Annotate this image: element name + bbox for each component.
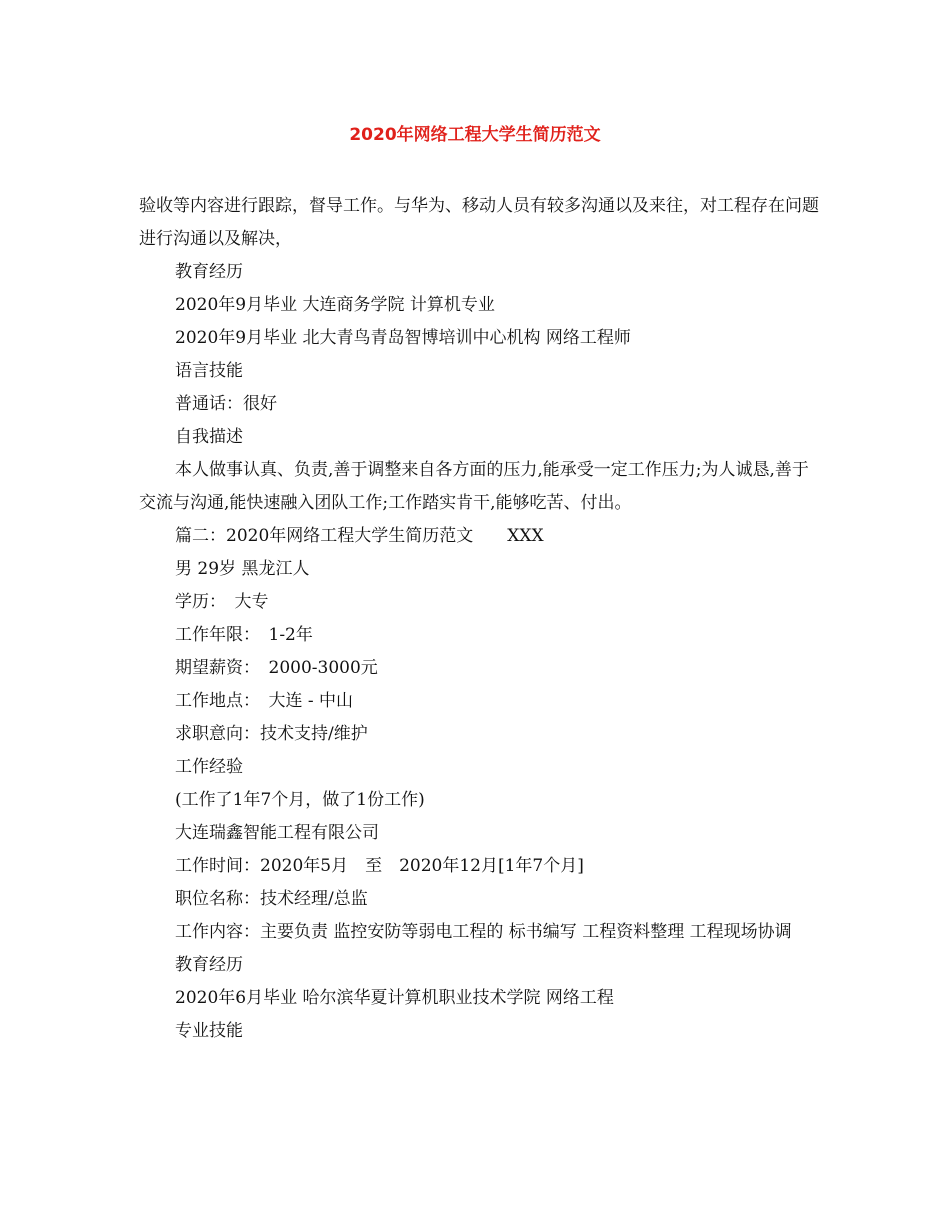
education-item: 2020年9月毕业 北大青鸟青岛智博培训中心机构 网络工程师	[175, 328, 631, 348]
language-item: 普通话：很好	[175, 394, 277, 414]
company-name: 大连瑞鑫智能工程有限公司	[175, 823, 379, 843]
job-content: 工作内容：主要负责 监控安防等弱电工程的 标书编写 工程资料整理 工程现场协调	[175, 922, 792, 942]
work-summary: (工作了1年7个月，做了1份工作)	[175, 790, 425, 810]
self-description-text: 本人做事认真、负责,善于调整来自各方面的压力,能承受一定工作压力;为人诚恳,善于交流与沟通,能快速融入团队工作;工作踏实肯干,能够吃苦、付出。	[139, 460, 809, 513]
document-title: 2020年网络工程大学生简历范文	[349, 125, 601, 145]
profile-line: 求职意向：技术支持/维护	[175, 724, 368, 744]
education-item: 2020年9月毕业 大连商务学院 计算机专业	[175, 295, 495, 315]
section-heading-skills: 专业技能	[175, 1021, 243, 1041]
education-item: 2020年6月毕业 哈尔滨华夏计算机职业技术学院 网络工程	[175, 988, 614, 1008]
section-heading-education: 教育经历	[175, 262, 243, 282]
section-heading-education: 教育经历	[175, 955, 243, 975]
part-two-heading: 篇二：2020年网络工程大学生简历范文 XXX	[175, 526, 544, 546]
profile-line: 学历： 大专	[175, 592, 269, 612]
profile-line: 工作地点： 大连 - 中山	[175, 691, 354, 711]
work-period: 工作时间：2020年5月 至 2020年12月[1年7个月]	[175, 856, 584, 876]
section-heading-language: 语言技能	[175, 361, 243, 381]
profile-line: 工作年限： 1-2年	[175, 625, 313, 645]
document-body	[139, 190, 819, 1048]
profile-line: 男 29岁 黑龙江人	[175, 559, 310, 579]
job-title: 职位名称：技术经理/总监	[175, 889, 368, 909]
profile-line: 期望薪资： 2000-3000元	[175, 658, 378, 678]
section-heading-self-description: 自我描述	[175, 427, 243, 447]
section-heading-work-experience: 工作经验	[175, 757, 243, 777]
paragraph-continuation: 验收等内容进行跟踪，督导工作。与华为、移动人员有较多沟通以及来往，对工程存在问题进行沟通以及解决，	[139, 196, 819, 249]
